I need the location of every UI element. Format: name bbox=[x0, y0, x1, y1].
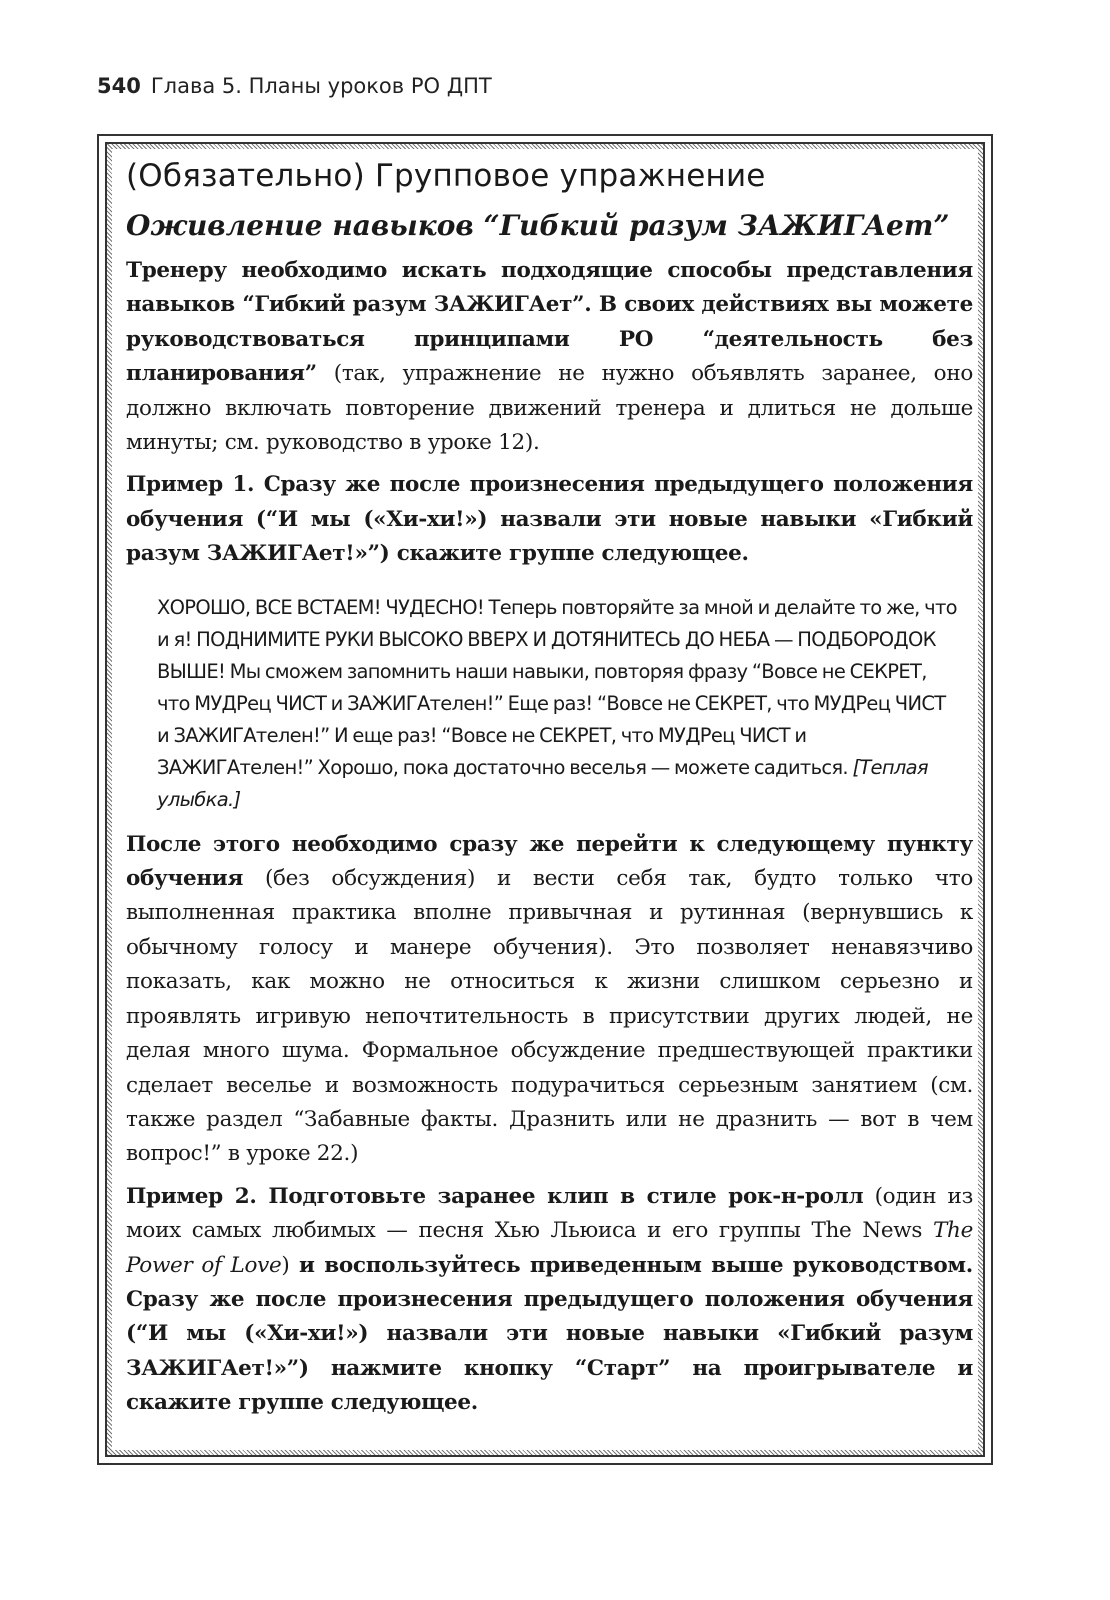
example2-bold1: Пример 2. Подготовьте заранее клип в стиле рок-н-ролл bbox=[126, 1183, 864, 1209]
intro-bold: Тренеру необходимо искать подходящие способы представления навыков “Гибкий разум ЗАЖИГАет”. В своих действиях вы можете руководствоваться принципами РО “деятельность без планирования” bbox=[126, 258, 973, 387]
example-2 bbox=[126, 1180, 973, 1421]
example2-song: The Power of Love bbox=[126, 1218, 973, 1278]
intro-rest: (так, упражнение не нужно объявлять заранее, оно должно включать повторение движений тренера и длиться не дольше минуты; см. руководство в уроке 12). bbox=[126, 361, 973, 456]
after-paragraph bbox=[126, 828, 973, 1172]
box-subtitle: Оживление навыков “Гибкий разум ЗАЖИГАет” bbox=[126, 209, 950, 242]
intro-paragraph bbox=[126, 254, 973, 460]
box-content bbox=[126, 154, 973, 1429]
example2-bold2: и воспользуйтесь приведенным выше руководством. Сразу же после произнесения предыдущего положения обучения (“И мы («Хи-хи!») назвали эти новые навыки «Гибкий разум ЗАЖИГАет!»”) нажмите кнопку “Старт” на проигрывателе и скажите группе следующее. bbox=[126, 1252, 973, 1416]
script-stage-direction: [Теплая улыбка.] bbox=[157, 755, 928, 811]
example-1: Пример 1. Сразу же после произнесения предыдущего положения обучения (“И мы («Хи-хи!») назвали эти новые навыки «Гибкий разум ЗАЖИГАет!»”) скажите группе следующее. bbox=[126, 472, 973, 567]
example2-plain2: ) bbox=[281, 1252, 290, 1278]
box-title: (Обязательно) Групповое упражнение bbox=[126, 158, 766, 194]
page-header bbox=[97, 74, 492, 98]
chapter-title: Глава 5. Планы уроков РО ДПТ bbox=[150, 74, 492, 98]
script-quote bbox=[157, 592, 957, 816]
exercise-box bbox=[97, 134, 993, 1465]
script-text: ХОРОШО, ВСЕ ВСТАЕМ! ЧУДЕСНО! Теперь повторяйте за мной и делайте то же, что и я! ПОДНИМИТЕ РУКИ ВЫСОКО ВВЕРХ И ДОТЯНИТЕСЬ ДО НЕБА — ПОДБОРОДОК ВЫШЕ! Мы сможем запомнить наши навыки, повторяя фразу “Вовсе не СЕКРЕТ, что МУДРец ЧИСТ и ЗАЖИГАтелен!” Еще раз! “Вовсе не СЕКРЕТ, что МУДРец ЧИСТ и ЗАЖИГАтелен!” И еще раз! “Вовсе не СЕКРЕТ, что МУДРец ЧИСТ и ЗАЖИГАтелен!” Хорошо, пока достаточно веселья — можете садиться. bbox=[157, 595, 957, 779]
page-number: 540 bbox=[97, 74, 141, 98]
example2-plain: (один из моих самых любимых — песня Хью Льюиса и его группы The News bbox=[126, 1183, 973, 1244]
after-rest: (без обсуждения) и вести себя так, будто только что выполненная практика вполне привычная и рутинная (вернувшись к обычному голосу и манере обучения). Это позволяет ненавязчиво показать, как можно не относиться к жизни слишком серьезно и проявлять игривую непочтительность в присутствии других людей, не делая много шума. Формальное обсуждение предшествующей практики сделает веселье и возможность подурачиться серьезным занятием (см. также раздел “Забавные факты. Дразнить или не дразнить — вот в чем вопрос!” в уроке 22.) bbox=[126, 866, 973, 1167]
after-bold: После этого необходимо сразу же перейти к следующему пункту обучения bbox=[126, 831, 973, 892]
